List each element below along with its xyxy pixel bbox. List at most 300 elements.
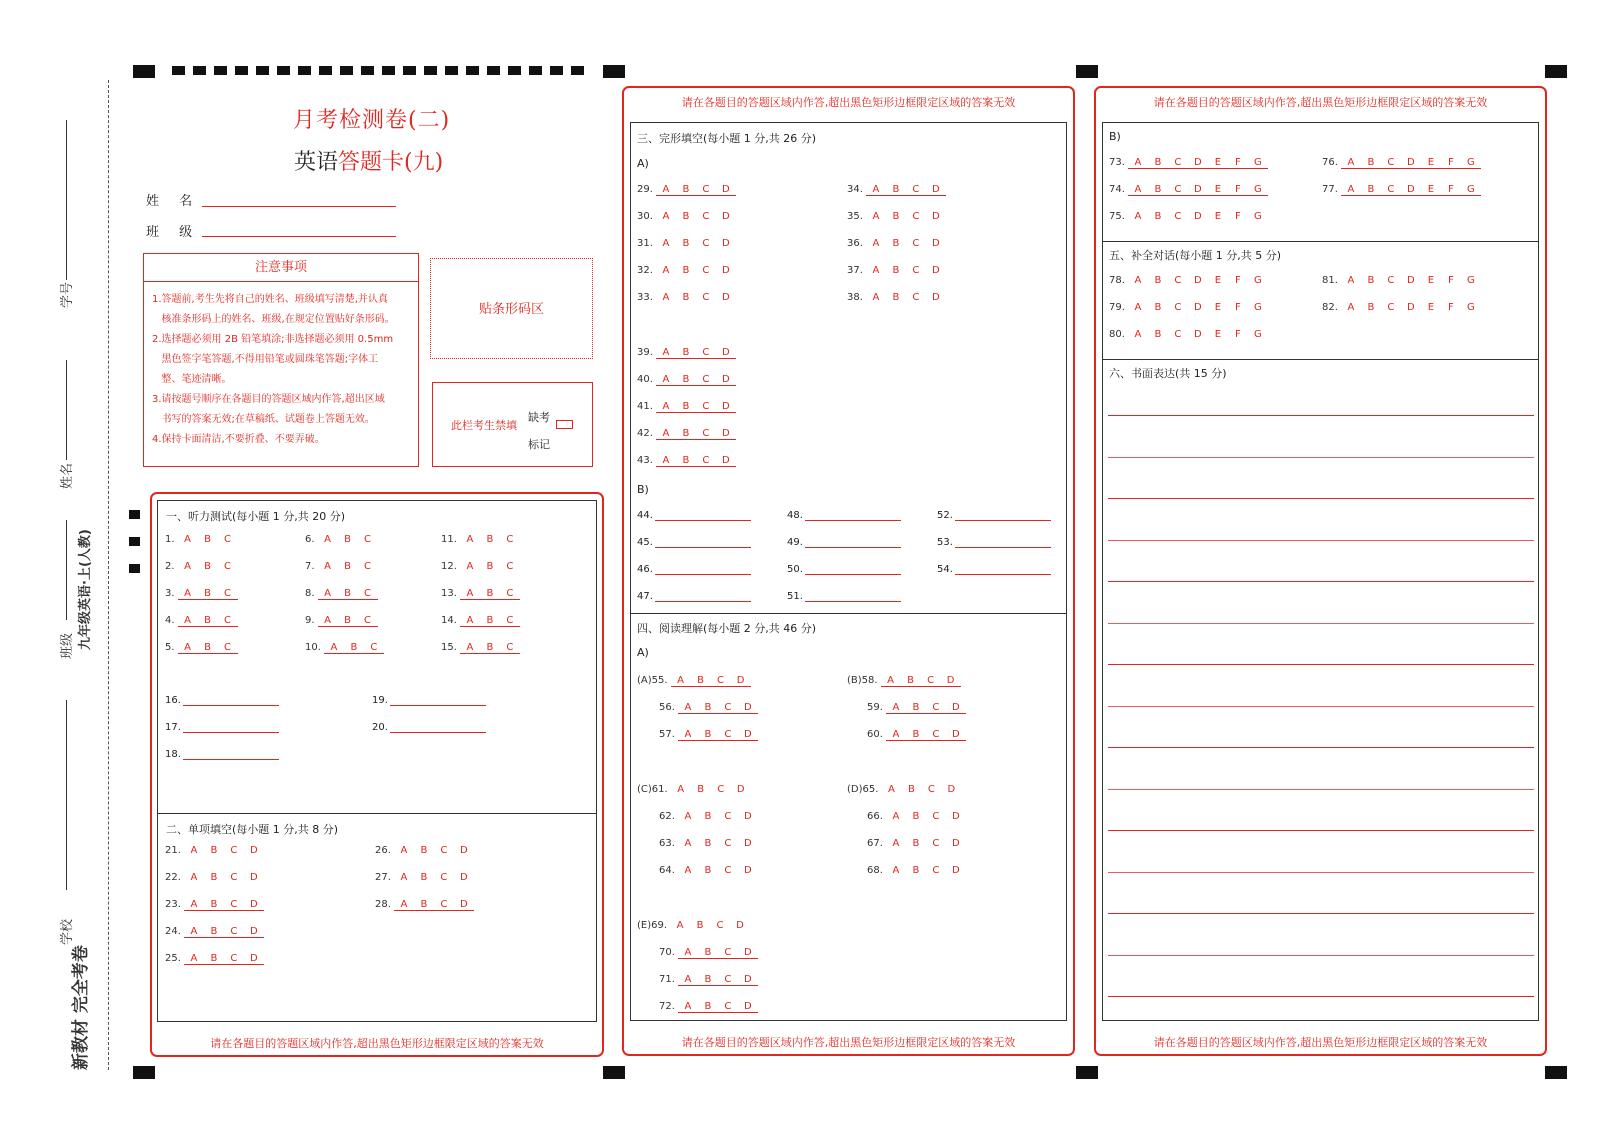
answer-line[interactable] xyxy=(805,520,901,521)
answer-bubble[interactable]: A xyxy=(190,845,198,856)
answer-bubble[interactable]: D xyxy=(716,374,736,386)
answer-bubble[interactable]: C xyxy=(717,784,725,795)
answer-bubble[interactable]: D xyxy=(952,865,960,876)
answer-bubble[interactable]: A xyxy=(466,561,474,572)
answer-bubble[interactable]: B xyxy=(704,838,712,849)
answer-bubble[interactable]: F xyxy=(1235,211,1241,222)
answer-bubble[interactable]: D xyxy=(738,974,758,986)
answer-bubble[interactable]: B xyxy=(198,615,218,627)
answer-bubble[interactable]: A xyxy=(324,534,331,545)
writing-line[interactable] xyxy=(1108,955,1534,956)
answer-bubble[interactable]: A xyxy=(678,1001,698,1013)
answer-bubble[interactable]: B xyxy=(198,642,218,654)
answer-bubble[interactable]: B xyxy=(1367,275,1375,286)
answer-bubble[interactable]: B xyxy=(704,865,712,876)
answer-bubble[interactable]: C xyxy=(716,920,724,931)
answer-line[interactable] xyxy=(390,705,486,706)
answer-bubble[interactable]: D xyxy=(1401,157,1421,169)
answer-bubble[interactable]: A xyxy=(678,947,698,959)
answer-bubble[interactable]: A xyxy=(662,265,670,276)
answer-line[interactable] xyxy=(183,705,279,706)
answer-bubble[interactable]: B xyxy=(892,292,900,303)
answer-bubble[interactable]: A xyxy=(460,642,480,654)
answer-bubble[interactable]: A xyxy=(662,238,670,249)
answer-bubble[interactable]: F xyxy=(1228,184,1248,196)
answer-bubble[interactable]: C xyxy=(1387,302,1395,313)
answer-bubble[interactable]: B xyxy=(682,238,690,249)
answer-bubble[interactable]: B xyxy=(480,588,500,600)
answer-bubble[interactable]: A xyxy=(678,729,698,741)
answer-bubble[interactable]: F xyxy=(1448,302,1454,313)
answer-bubble[interactable]: C xyxy=(440,872,448,883)
answer-bubble[interactable]: D xyxy=(744,838,752,849)
answer-bubble[interactable]: D xyxy=(722,211,730,222)
answer-bubble[interactable]: C xyxy=(724,865,732,876)
answer-bubble[interactable]: A xyxy=(684,811,692,822)
answer-bubble[interactable]: C xyxy=(500,642,520,654)
answer-bubble[interactable]: C xyxy=(1387,275,1395,286)
answer-bubble[interactable]: D xyxy=(250,872,258,883)
answer-bubble[interactable]: B xyxy=(892,238,900,249)
answer-bubble[interactable]: B xyxy=(480,615,500,627)
answer-bubble[interactable]: F xyxy=(1228,157,1248,169)
answer-bubble[interactable]: D xyxy=(716,455,736,467)
answer-bubble[interactable]: A xyxy=(1347,275,1355,286)
answer-bubble[interactable]: F xyxy=(1448,275,1454,286)
answer-bubble[interactable]: B xyxy=(698,702,718,714)
answer-line[interactable] xyxy=(955,520,1051,521)
answer-bubble[interactable]: A xyxy=(178,588,198,600)
answer-bubble[interactable]: B xyxy=(338,588,358,600)
answer-bubble[interactable]: G xyxy=(1461,157,1481,169)
answer-bubble[interactable]: G xyxy=(1248,157,1268,169)
answer-bubble[interactable]: D xyxy=(952,838,960,849)
answer-bubble[interactable]: D xyxy=(946,729,966,741)
answer-line[interactable] xyxy=(955,547,1051,548)
answer-bubble[interactable]: C xyxy=(696,428,716,440)
answer-bubble[interactable]: C xyxy=(718,974,738,986)
answer-bubble[interactable]: A xyxy=(892,865,900,876)
answer-bubble[interactable]: B xyxy=(204,899,224,911)
answer-bubble[interactable]: B xyxy=(676,428,696,440)
answer-bubble[interactable]: A xyxy=(881,675,901,687)
answer-bubble[interactable]: C xyxy=(912,238,920,249)
answer-bubble[interactable]: D xyxy=(722,238,730,249)
answer-bubble[interactable]: B xyxy=(338,615,358,627)
answer-bubble[interactable]: C xyxy=(702,211,710,222)
answer-bubble[interactable]: E xyxy=(1427,302,1435,313)
answer-bubble[interactable]: D xyxy=(736,784,745,795)
answer-bubble[interactable]: A xyxy=(656,184,676,196)
answer-bubble[interactable]: B xyxy=(1148,157,1168,169)
answer-bubble[interactable]: B xyxy=(886,184,906,196)
writing-line[interactable] xyxy=(1108,664,1534,665)
answer-bubble[interactable]: D xyxy=(1188,157,1208,169)
answer-bubble[interactable]: A xyxy=(1341,184,1361,196)
answer-bubble[interactable]: D xyxy=(946,702,966,714)
answer-bubble[interactable]: C xyxy=(932,811,940,822)
writing-line[interactable] xyxy=(1108,913,1534,914)
answer-bubble[interactable]: A xyxy=(324,561,331,572)
answer-bubble[interactable]: D xyxy=(716,184,736,196)
answer-bubble[interactable]: A xyxy=(886,702,906,714)
answer-bubble[interactable]: C xyxy=(506,534,514,545)
answer-bubble[interactable]: A xyxy=(466,534,474,545)
answer-bubble[interactable]: C xyxy=(702,265,710,276)
answer-bubble[interactable]: F xyxy=(1235,329,1241,340)
answer-bubble[interactable]: A xyxy=(872,211,880,222)
answer-bubble[interactable]: A xyxy=(872,238,880,249)
answer-bubble[interactable]: B xyxy=(204,534,211,545)
answer-bubble[interactable]: G xyxy=(1467,302,1475,313)
answer-bubble[interactable]: G xyxy=(1248,184,1268,196)
answer-bubble[interactable]: A xyxy=(886,729,906,741)
writing-line[interactable] xyxy=(1108,498,1534,499)
answer-bubble[interactable]: B xyxy=(420,845,428,856)
answer-bubble[interactable]: D xyxy=(1188,184,1208,196)
answer-bubble[interactable]: B xyxy=(204,953,224,965)
answer-bubble[interactable]: C xyxy=(1174,302,1182,313)
answer-bubble[interactable]: C xyxy=(921,675,941,687)
answer-bubble[interactable]: A xyxy=(1134,329,1142,340)
answer-bubble[interactable]: B xyxy=(204,926,224,938)
answer-bubble[interactable]: C xyxy=(224,561,232,572)
answer-bubble[interactable]: C xyxy=(1174,211,1182,222)
answer-bubble[interactable]: E xyxy=(1427,275,1435,286)
answer-bubble[interactable]: A xyxy=(460,588,480,600)
answer-bubble[interactable]: B xyxy=(210,872,218,883)
answer-bubble[interactable]: B xyxy=(698,947,718,959)
answer-bubble[interactable]: C xyxy=(224,534,232,545)
answer-bubble[interactable]: C xyxy=(364,534,372,545)
answer-bubble[interactable]: D xyxy=(1194,211,1202,222)
answer-bubble[interactable]: A xyxy=(400,872,408,883)
answer-bubble[interactable]: G xyxy=(1467,275,1475,286)
answer-bubble[interactable]: F xyxy=(1235,302,1241,313)
answer-bubble[interactable]: A xyxy=(678,702,698,714)
answer-line[interactable] xyxy=(805,574,901,575)
answer-bubble[interactable]: A xyxy=(656,455,676,467)
name-field[interactable] xyxy=(202,206,396,207)
answer-bubble[interactable]: A xyxy=(872,292,880,303)
answer-bubble[interactable]: D xyxy=(722,292,730,303)
answer-bubble[interactable]: D xyxy=(1194,329,1202,340)
answer-bubble[interactable]: C xyxy=(364,642,384,654)
answer-bubble[interactable]: B xyxy=(676,184,696,196)
answer-bubble[interactable]: B xyxy=(1367,302,1375,313)
writing-line[interactable] xyxy=(1108,789,1534,790)
answer-bubble[interactable]: D xyxy=(722,265,730,276)
answer-bubble[interactable]: A xyxy=(1134,211,1142,222)
answer-bubble[interactable]: E xyxy=(1208,157,1228,169)
answer-bubble[interactable]: B xyxy=(912,838,920,849)
answer-bubble[interactable]: A xyxy=(872,265,880,276)
answer-bubble[interactable]: E xyxy=(1214,275,1222,286)
answer-bubble[interactable]: A xyxy=(324,642,344,654)
answer-bubble[interactable]: B xyxy=(676,347,696,359)
answer-bubble[interactable]: A xyxy=(1128,157,1148,169)
answer-bubble[interactable]: C xyxy=(718,702,738,714)
answer-bubble[interactable]: A xyxy=(678,974,698,986)
answer-bubble[interactable]: A xyxy=(184,561,191,572)
answer-bubble[interactable]: C xyxy=(912,292,920,303)
writing-line[interactable] xyxy=(1108,457,1534,458)
answer-bubble[interactable]: D xyxy=(947,784,956,795)
answer-bubble[interactable]: G xyxy=(1254,302,1262,313)
answer-bubble[interactable]: A xyxy=(460,615,480,627)
answer-bubble[interactable]: A xyxy=(656,374,676,386)
answer-bubble[interactable]: B xyxy=(892,211,900,222)
answer-bubble[interactable]: D xyxy=(932,211,940,222)
answer-bubble[interactable]: B xyxy=(1154,329,1162,340)
answer-bubble[interactable]: C xyxy=(500,588,520,600)
answer-bubble[interactable]: B xyxy=(912,865,920,876)
answer-bubble[interactable]: A xyxy=(676,920,684,931)
answer-bubble[interactable]: D xyxy=(244,926,264,938)
answer-bubble[interactable]: A xyxy=(184,534,191,545)
answer-bubble[interactable]: C xyxy=(434,899,454,911)
answer-bubble[interactable]: D xyxy=(932,265,940,276)
answer-bubble[interactable]: C xyxy=(218,642,238,654)
answer-bubble[interactable]: A xyxy=(184,899,204,911)
answer-bubble[interactable]: A xyxy=(1341,157,1361,169)
answer-bubble[interactable]: C xyxy=(224,926,244,938)
answer-bubble[interactable]: B xyxy=(344,642,364,654)
answer-bubble[interactable]: B xyxy=(1148,184,1168,196)
answer-bubble[interactable]: E xyxy=(1208,184,1228,196)
answer-bubble[interactable]: B xyxy=(698,974,718,986)
answer-bubble[interactable]: B xyxy=(906,729,926,741)
answer-bubble[interactable]: B xyxy=(344,561,351,572)
answer-bubble[interactable]: B xyxy=(696,920,704,931)
answer-bubble[interactable]: B xyxy=(210,845,218,856)
answer-bubble[interactable]: C xyxy=(1174,275,1182,286)
answer-bubble[interactable]: D xyxy=(932,292,940,303)
writing-line[interactable] xyxy=(1108,581,1534,582)
class-field[interactable] xyxy=(202,236,396,237)
answer-bubble[interactable]: A xyxy=(184,953,204,965)
answer-bubble[interactable]: C xyxy=(696,347,716,359)
answer-bubble[interactable]: D xyxy=(1194,275,1202,286)
answer-bubble[interactable]: A xyxy=(662,292,670,303)
answer-bubble[interactable]: A xyxy=(318,588,338,600)
writing-line[interactable] xyxy=(1108,623,1534,624)
answer-bubble[interactable]: A xyxy=(1128,184,1148,196)
answer-bubble[interactable]: B xyxy=(682,265,690,276)
answer-line[interactable] xyxy=(183,759,279,760)
answer-bubble[interactable]: E xyxy=(1214,329,1222,340)
answer-bubble[interactable]: D xyxy=(941,675,961,687)
answer-bubble[interactable]: C xyxy=(724,838,732,849)
answer-bubble[interactable]: C xyxy=(696,401,716,413)
answer-bubble[interactable]: G xyxy=(1461,184,1481,196)
writing-line[interactable] xyxy=(1108,415,1534,416)
answer-bubble[interactable]: C xyxy=(912,211,920,222)
answer-bubble[interactable]: C xyxy=(718,729,738,741)
answer-bubble[interactable]: B xyxy=(1154,211,1162,222)
answer-bubble[interactable]: A xyxy=(892,811,900,822)
answer-bubble[interactable]: C xyxy=(906,184,926,196)
answer-bubble[interactable]: A xyxy=(178,642,198,654)
answer-bubble[interactable]: A xyxy=(656,401,676,413)
answer-bubble[interactable]: A xyxy=(677,784,685,795)
answer-bubble[interactable]: D xyxy=(736,920,744,931)
answer-bubble[interactable]: B xyxy=(907,784,915,795)
answer-bubble[interactable]: A xyxy=(662,211,670,222)
answer-bubble[interactable]: G xyxy=(1254,211,1262,222)
answer-bubble[interactable]: C xyxy=(358,588,378,600)
answer-bubble[interactable]: B xyxy=(912,811,920,822)
answer-bubble[interactable]: C xyxy=(1381,184,1401,196)
answer-bubble[interactable]: C xyxy=(224,899,244,911)
answer-bubble[interactable]: A xyxy=(656,428,676,440)
answer-bubble[interactable]: C xyxy=(224,953,244,965)
answer-bubble[interactable]: A xyxy=(394,899,414,911)
answer-bubble[interactable]: C xyxy=(926,702,946,714)
answer-bubble[interactable]: D xyxy=(744,811,752,822)
answer-bubble[interactable]: B xyxy=(480,642,500,654)
answer-bubble[interactable]: C xyxy=(440,845,448,856)
answer-bubble[interactable]: C xyxy=(506,561,514,572)
answer-bubble[interactable]: C xyxy=(218,588,238,600)
answer-bubble[interactable]: B xyxy=(698,1001,718,1013)
answer-bubble[interactable]: C xyxy=(696,455,716,467)
answer-bubble[interactable]: D xyxy=(460,872,468,883)
answer-bubble[interactable]: B xyxy=(1361,157,1381,169)
answer-bubble[interactable]: B xyxy=(682,292,690,303)
writing-line[interactable] xyxy=(1108,706,1534,707)
answer-bubble[interactable]: F xyxy=(1235,275,1241,286)
answer-bubble[interactable]: D xyxy=(738,1001,758,1013)
answer-bubble[interactable]: G xyxy=(1254,275,1262,286)
answer-bubble[interactable]: D xyxy=(1194,302,1202,313)
answer-bubble[interactable]: B xyxy=(691,675,711,687)
answer-bubble[interactable]: C xyxy=(696,374,716,386)
answer-bubble[interactable]: E xyxy=(1214,302,1222,313)
answer-bubble[interactable]: A xyxy=(190,872,198,883)
answer-bubble[interactable]: C xyxy=(230,845,238,856)
answer-bubble[interactable]: C xyxy=(364,561,372,572)
answer-line[interactable] xyxy=(805,601,901,602)
answer-bubble[interactable]: D xyxy=(460,845,468,856)
answer-bubble[interactable]: D xyxy=(738,702,758,714)
answer-bubble[interactable]: C xyxy=(926,729,946,741)
answer-bubble[interactable]: B xyxy=(901,675,921,687)
answer-bubble[interactable]: B xyxy=(414,899,434,911)
answer-bubble[interactable]: B xyxy=(344,534,351,545)
answer-bubble[interactable]: A xyxy=(866,184,886,196)
answer-bubble[interactable]: D xyxy=(926,184,946,196)
answer-bubble[interactable]: A xyxy=(1134,302,1142,313)
answer-bubble[interactable]: A xyxy=(887,784,895,795)
answer-bubble[interactable]: B xyxy=(1361,184,1381,196)
writing-line[interactable] xyxy=(1108,747,1534,748)
answer-bubble[interactable]: F xyxy=(1441,157,1461,169)
answer-bubble[interactable]: C xyxy=(927,784,935,795)
answer-bubble[interactable]: E xyxy=(1421,184,1441,196)
answer-bubble[interactable]: C xyxy=(500,615,520,627)
answer-line[interactable] xyxy=(655,601,751,602)
answer-line[interactable] xyxy=(955,574,1051,575)
answer-bubble[interactable]: C xyxy=(702,238,710,249)
answer-bubble[interactable]: C xyxy=(1168,157,1188,169)
answer-bubble[interactable]: D xyxy=(716,401,736,413)
answer-bubble[interactable]: F xyxy=(1441,184,1461,196)
answer-bubble[interactable]: A xyxy=(684,865,692,876)
writing-line[interactable] xyxy=(1108,540,1534,541)
answer-bubble[interactable]: D xyxy=(716,428,736,440)
answer-bubble[interactable]: D xyxy=(952,811,960,822)
writing-line[interactable] xyxy=(1108,996,1534,997)
answer-bubble[interactable]: B xyxy=(892,265,900,276)
answer-bubble[interactable]: C xyxy=(230,872,238,883)
writing-line[interactable] xyxy=(1108,872,1534,873)
answer-bubble[interactable]: D xyxy=(244,899,264,911)
answer-bubble[interactable]: C xyxy=(718,947,738,959)
answer-bubble[interactable]: A xyxy=(684,838,692,849)
answer-bubble[interactable]: B xyxy=(676,374,696,386)
answer-bubble[interactable]: C xyxy=(1381,157,1401,169)
answer-bubble[interactable]: A xyxy=(671,675,691,687)
answer-bubble[interactable]: B xyxy=(204,561,211,572)
answer-bubble[interactable]: D xyxy=(244,953,264,965)
writing-line[interactable] xyxy=(1108,830,1534,831)
absent-checkbox[interactable] xyxy=(556,420,573,429)
answer-bubble[interactable]: D xyxy=(738,947,758,959)
answer-bubble[interactable]: B xyxy=(906,702,926,714)
answer-bubble[interactable]: D xyxy=(738,729,758,741)
answer-bubble[interactable]: B xyxy=(198,588,218,600)
answer-bubble[interactable]: D xyxy=(1407,275,1415,286)
answer-bubble[interactable]: D xyxy=(1407,302,1415,313)
answer-bubble[interactable]: D xyxy=(932,238,940,249)
answer-line[interactable] xyxy=(655,520,751,521)
answer-bubble[interactable]: C xyxy=(358,615,378,627)
answer-bubble[interactable]: A xyxy=(892,838,900,849)
answer-bubble[interactable]: B xyxy=(1154,302,1162,313)
answer-bubble[interactable]: A xyxy=(184,926,204,938)
answer-bubble[interactable]: A xyxy=(400,845,408,856)
answer-bubble[interactable]: B xyxy=(682,211,690,222)
answer-bubble[interactable]: D xyxy=(731,675,751,687)
answer-bubble[interactable]: D xyxy=(744,865,752,876)
answer-bubble[interactable]: C xyxy=(711,675,731,687)
answer-bubble[interactable]: C xyxy=(696,184,716,196)
answer-bubble[interactable]: A xyxy=(1347,302,1355,313)
answer-bubble[interactable]: C xyxy=(932,865,940,876)
answer-bubble[interactable]: A xyxy=(318,615,338,627)
answer-bubble[interactable]: C xyxy=(718,1001,738,1013)
answer-bubble[interactable]: G xyxy=(1254,329,1262,340)
answer-bubble[interactable]: D xyxy=(454,899,474,911)
answer-bubble[interactable]: B xyxy=(698,729,718,741)
answer-bubble[interactable]: E xyxy=(1214,211,1222,222)
answer-bubble[interactable]: E xyxy=(1421,157,1441,169)
answer-line[interactable] xyxy=(390,732,486,733)
answer-bubble[interactable]: B xyxy=(676,455,696,467)
answer-bubble[interactable]: D xyxy=(1401,184,1421,196)
answer-bubble[interactable]: A xyxy=(1134,275,1142,286)
answer-line[interactable] xyxy=(655,574,751,575)
answer-bubble[interactable]: D xyxy=(250,845,258,856)
answer-bubble[interactable]: B xyxy=(420,872,428,883)
answer-bubble[interactable]: C xyxy=(724,811,732,822)
answer-bubble[interactable]: C xyxy=(218,615,238,627)
answer-bubble[interactable]: B xyxy=(1154,275,1162,286)
answer-bubble[interactable]: C xyxy=(1174,329,1182,340)
answer-line[interactable] xyxy=(183,732,279,733)
answer-bubble[interactable]: C xyxy=(1168,184,1188,196)
